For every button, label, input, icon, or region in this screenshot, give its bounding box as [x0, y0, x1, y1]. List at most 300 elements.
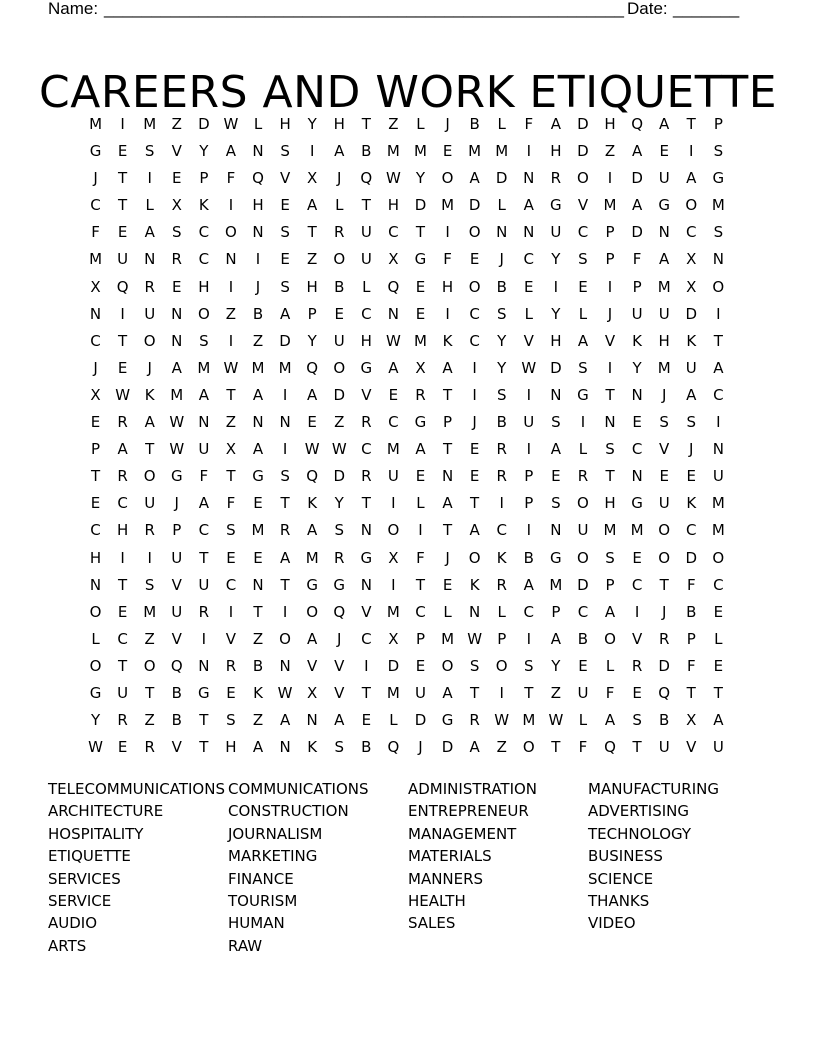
grid-letter[interactable]: F: [686, 656, 696, 675]
grid-letter[interactable]: A: [523, 196, 534, 215]
grid-letter[interactable]: R: [631, 656, 643, 675]
grid-letter[interactable]: M: [197, 358, 211, 377]
grid-letter[interactable]: G: [360, 548, 373, 567]
grid-letter[interactable]: E: [442, 575, 453, 594]
grid-letter[interactable]: H: [279, 115, 291, 133]
grid-letter[interactable]: M: [414, 142, 427, 161]
grid-letter[interactable]: S: [469, 656, 480, 675]
grid-letter[interactable]: T: [470, 683, 480, 702]
grid-letter[interactable]: Y: [307, 115, 317, 133]
grid-letter[interactable]: S: [632, 711, 642, 730]
grid-letter[interactable]: D: [387, 656, 400, 675]
grid-letter[interactable]: F: [226, 494, 236, 513]
grid-letter[interactable]: Z: [225, 304, 237, 323]
grid-letter[interactable]: N: [144, 250, 156, 269]
grid-letter[interactable]: T: [280, 494, 290, 513]
grid-letter[interactable]: E: [280, 250, 290, 269]
grid-letter[interactable]: H: [658, 331, 670, 350]
grid-letter[interactable]: M: [657, 358, 671, 377]
grid-letter[interactable]: M: [170, 385, 184, 404]
grid-letter[interactable]: E: [686, 467, 696, 486]
grid-letter[interactable]: O: [279, 629, 291, 648]
grid-letter[interactable]: C: [388, 223, 399, 242]
grid-letter[interactable]: E: [90, 413, 101, 432]
grid-letter[interactable]: G: [577, 385, 589, 404]
grid-letter[interactable]: M: [143, 115, 157, 133]
grid-letter[interactable]: G: [712, 169, 725, 188]
grid-letter[interactable]: A: [279, 548, 291, 567]
grid-letter[interactable]: M: [603, 196, 617, 215]
grid-letter[interactable]: A: [307, 196, 318, 215]
grid-letter[interactable]: Q: [252, 169, 264, 188]
grid-letter[interactable]: R: [415, 385, 426, 404]
grid-letter[interactable]: N: [469, 602, 481, 621]
grid-letter[interactable]: Q: [170, 656, 183, 675]
date-field[interactable]: _______: [673, 0, 740, 18]
grid-letter[interactable]: B: [496, 277, 507, 296]
grid-letter[interactable]: G: [89, 683, 102, 702]
grid-letter[interactable]: E: [117, 142, 128, 161]
grid-letter[interactable]: A: [388, 358, 399, 377]
grid-letter[interactable]: W: [385, 169, 401, 188]
grid-letter[interactable]: N: [198, 413, 210, 432]
grid-letter[interactable]: O: [604, 629, 616, 648]
grid-letter[interactable]: T: [713, 331, 723, 350]
grid-letter[interactable]: Z: [388, 115, 399, 133]
grid-letter[interactable]: O: [658, 521, 671, 540]
grid-letter[interactable]: J: [337, 169, 342, 188]
grid-letter[interactable]: R: [469, 711, 480, 730]
grid-letter[interactable]: I: [282, 385, 288, 404]
grid-letter[interactable]: W: [331, 440, 347, 459]
grid-letter[interactable]: D: [333, 467, 346, 486]
grid-letter[interactable]: J: [472, 413, 477, 432]
grid-letter[interactable]: C: [198, 521, 210, 540]
grid-letter[interactable]: I: [418, 521, 423, 540]
grid-letter[interactable]: K: [253, 683, 263, 702]
grid-letter[interactable]: A: [307, 521, 318, 540]
grid-letter[interactable]: W: [88, 738, 103, 757]
grid-letter[interactable]: I: [689, 142, 694, 161]
grid-letter[interactable]: H: [333, 115, 345, 133]
grid-letter[interactable]: V: [334, 656, 345, 675]
grid-letter[interactable]: A: [198, 494, 209, 513]
grid-letter[interactable]: I: [607, 169, 613, 188]
grid-letter[interactable]: J: [661, 385, 667, 404]
grid-letter[interactable]: U: [685, 358, 697, 377]
grid-letter[interactable]: S: [578, 358, 588, 377]
grid-letter[interactable]: S: [226, 521, 236, 540]
grid-letter[interactable]: L: [416, 494, 425, 513]
grid-letter[interactable]: C: [523, 250, 535, 269]
grid-letter[interactable]: Q: [387, 738, 400, 757]
grid-letter[interactable]: F: [605, 683, 615, 702]
grid-letter[interactable]: K: [307, 738, 318, 757]
grid-letter[interactable]: V: [361, 602, 372, 621]
grid-letter[interactable]: S: [172, 223, 182, 242]
grid-letter[interactable]: D: [279, 331, 291, 350]
grid-letter[interactable]: C: [496, 521, 507, 540]
grid-letter[interactable]: I: [228, 331, 234, 350]
grid-letter[interactable]: M: [522, 711, 536, 730]
grid-letter[interactable]: R: [117, 413, 128, 432]
grid-letter[interactable]: B: [171, 711, 182, 730]
grid-letter[interactable]: Z: [496, 738, 507, 757]
grid-letter[interactable]: J: [147, 358, 152, 377]
grid-letter[interactable]: O: [468, 548, 481, 567]
grid-letter[interactable]: T: [226, 467, 236, 486]
grid-letter[interactable]: A: [469, 521, 480, 540]
grid-letter[interactable]: E: [632, 683, 642, 702]
grid-letter[interactable]: I: [445, 304, 450, 323]
grid-letter[interactable]: A: [334, 711, 345, 730]
grid-letter[interactable]: H: [550, 331, 562, 350]
grid-letter[interactable]: S: [280, 142, 290, 161]
grid-letter[interactable]: J: [174, 494, 179, 513]
grid-letter[interactable]: C: [713, 385, 724, 404]
grid-letter[interactable]: M: [603, 521, 617, 540]
grid-letter[interactable]: A: [604, 711, 616, 730]
grid-letter[interactable]: N: [550, 521, 562, 540]
grid-letter[interactable]: E: [117, 602, 128, 621]
grid-letter[interactable]: V: [334, 683, 345, 702]
grid-letter[interactable]: C: [225, 575, 237, 594]
grid-letter[interactable]: Y: [334, 494, 344, 513]
grid-letter[interactable]: F: [443, 250, 452, 269]
grid-letter[interactable]: R: [496, 440, 507, 459]
grid-letter[interactable]: U: [333, 331, 345, 350]
grid-letter[interactable]: U: [658, 738, 670, 757]
grid-letter[interactable]: M: [711, 196, 725, 215]
grid-letter[interactable]: N: [279, 656, 291, 675]
grid-letter[interactable]: Q: [604, 738, 616, 757]
grid-letter[interactable]: U: [577, 521, 589, 540]
grid-letter[interactable]: N: [89, 575, 102, 594]
grid-letter[interactable]: H: [306, 277, 318, 296]
grid-letter[interactable]: L: [91, 629, 100, 648]
grid-letter[interactable]: B: [361, 738, 372, 757]
grid-letter[interactable]: E: [172, 169, 182, 188]
grid-letter[interactable]: C: [198, 223, 210, 242]
grid-letter[interactable]: M: [711, 521, 725, 540]
grid-letter[interactable]: X: [686, 250, 697, 269]
grid-letter[interactable]: Y: [632, 358, 642, 377]
grid-letter[interactable]: N: [89, 304, 102, 323]
grid-letter[interactable]: Y: [497, 331, 507, 350]
grid-letter[interactable]: H: [387, 196, 400, 215]
grid-letter[interactable]: I: [716, 413, 721, 432]
grid-letter[interactable]: Z: [252, 629, 264, 648]
grid-letter[interactable]: X: [307, 169, 318, 188]
grid-letter[interactable]: U: [360, 250, 372, 269]
grid-letter[interactable]: R: [577, 467, 589, 486]
grid-letter[interactable]: R: [334, 548, 345, 567]
grid-letter[interactable]: A: [631, 142, 643, 161]
grid-letter[interactable]: V: [361, 385, 372, 404]
grid-letter[interactable]: L: [443, 602, 452, 621]
grid-letter[interactable]: F: [524, 115, 534, 133]
grid-letter[interactable]: K: [307, 494, 318, 513]
grid-letter[interactable]: S: [280, 223, 290, 242]
grid-letter[interactable]: P: [551, 602, 561, 621]
grid-letter[interactable]: M: [630, 521, 644, 540]
grid-letter[interactable]: O: [143, 656, 156, 675]
grid-letter[interactable]: V: [225, 629, 237, 648]
grid-letter[interactable]: N: [306, 711, 318, 730]
grid-letter[interactable]: I: [201, 629, 207, 648]
grid-letter[interactable]: O: [712, 548, 725, 567]
grid-letter[interactable]: U: [631, 304, 643, 323]
grid-letter[interactable]: C: [631, 575, 643, 594]
grid-letter[interactable]: O: [143, 467, 156, 486]
grid-letter[interactable]: I: [607, 277, 613, 296]
grid-letter[interactable]: N: [360, 521, 372, 540]
grid-letter[interactable]: V: [523, 331, 534, 350]
grid-letter[interactable]: A: [631, 196, 643, 215]
grid-letter[interactable]: J: [255, 277, 261, 296]
grid-letter[interactable]: Q: [631, 115, 643, 133]
grid-letter[interactable]: E: [524, 277, 534, 296]
grid-letter[interactable]: O: [468, 223, 481, 242]
grid-letter[interactable]: B: [686, 602, 697, 621]
grid-letter[interactable]: N: [523, 223, 535, 242]
grid-letter[interactable]: A: [469, 169, 480, 188]
grid-letter[interactable]: N: [712, 440, 724, 459]
grid-letter[interactable]: I: [309, 142, 315, 161]
grid-letter[interactable]: A: [659, 250, 670, 269]
grid-letter[interactable]: I: [120, 548, 125, 567]
grid-letter[interactable]: R: [144, 277, 155, 296]
grid-letter[interactable]: Y: [497, 358, 507, 377]
grid-letter[interactable]: N: [387, 304, 400, 323]
grid-letter[interactable]: E: [659, 467, 669, 486]
grid-letter[interactable]: P: [307, 304, 317, 323]
grid-letter[interactable]: N: [252, 223, 264, 242]
grid-letter[interactable]: M: [251, 358, 265, 377]
grid-letter[interactable]: Q: [116, 277, 129, 296]
grid-letter[interactable]: N: [279, 413, 291, 432]
grid-letter[interactable]: Z: [171, 115, 182, 133]
grid-letter[interactable]: K: [198, 196, 209, 215]
grid-letter[interactable]: M: [549, 575, 563, 594]
grid-letter[interactable]: A: [279, 711, 291, 730]
grid-letter[interactable]: I: [228, 277, 234, 296]
grid-letter[interactable]: P: [686, 629, 696, 648]
grid-letter[interactable]: W: [169, 440, 185, 459]
grid-letter[interactable]: V: [577, 196, 589, 215]
grid-letter[interactable]: R: [117, 711, 128, 730]
grid-letter[interactable]: P: [713, 115, 723, 133]
grid-letter[interactable]: G: [198, 683, 210, 702]
grid-letter[interactable]: D: [577, 142, 589, 161]
grid-letter[interactable]: I: [607, 358, 613, 377]
grid-letter[interactable]: M: [495, 142, 509, 161]
grid-letter[interactable]: S: [280, 467, 290, 486]
grid-letter[interactable]: G: [170, 467, 183, 486]
grid-letter[interactable]: L: [714, 629, 723, 648]
grid-letter[interactable]: U: [712, 467, 724, 486]
grid-letter[interactable]: O: [685, 196, 698, 215]
grid-letter[interactable]: E: [172, 277, 182, 296]
grid-letter[interactable]: U: [387, 467, 399, 486]
grid-letter[interactable]: O: [441, 169, 454, 188]
grid-letter[interactable]: I: [526, 142, 531, 161]
grid-letter[interactable]: A: [307, 629, 318, 648]
grid-letter[interactable]: M: [386, 602, 400, 621]
grid-letter[interactable]: S: [280, 277, 290, 296]
grid-letter[interactable]: R: [361, 413, 372, 432]
grid-letter[interactable]: Q: [360, 169, 373, 188]
grid-letter[interactable]: T: [199, 548, 209, 567]
grid-letter[interactable]: Y: [90, 711, 101, 730]
grid-letter[interactable]: A: [415, 440, 426, 459]
grid-letter[interactable]: E: [469, 250, 480, 269]
grid-letter[interactable]: X: [415, 358, 426, 377]
grid-letter[interactable]: G: [631, 494, 643, 513]
grid-letter[interactable]: Z: [550, 683, 561, 702]
grid-letter[interactable]: I: [445, 223, 450, 242]
grid-letter[interactable]: G: [550, 548, 562, 567]
grid-letter[interactable]: A: [577, 331, 589, 350]
grid-letter[interactable]: I: [472, 358, 477, 377]
grid-letter[interactable]: K: [686, 331, 697, 350]
grid-letter[interactable]: U: [171, 602, 183, 621]
grid-letter[interactable]: G: [89, 142, 102, 161]
grid-letter[interactable]: I: [391, 575, 396, 594]
grid-letter[interactable]: D: [495, 169, 508, 188]
grid-letter[interactable]: Z: [225, 413, 237, 432]
grid-letter[interactable]: I: [472, 385, 477, 404]
grid-letter[interactable]: E: [90, 494, 101, 513]
grid-letter[interactable]: C: [90, 196, 101, 215]
grid-letter[interactable]: M: [441, 629, 455, 648]
grid-letter[interactable]: Z: [307, 250, 318, 269]
grid-letter[interactable]: E: [415, 467, 426, 486]
grid-letter[interactable]: D: [333, 385, 346, 404]
grid-letter[interactable]: S: [199, 331, 209, 350]
grid-letter[interactable]: X: [388, 250, 399, 269]
grid-letter[interactable]: O: [468, 277, 481, 296]
grid-letter[interactable]: T: [442, 521, 453, 540]
grid-letter[interactable]: J: [445, 548, 450, 567]
grid-letter[interactable]: F: [416, 548, 425, 567]
grid-letter[interactable]: R: [550, 169, 562, 188]
grid-letter[interactable]: C: [361, 629, 372, 648]
grid-letter[interactable]: E: [117, 358, 128, 377]
grid-letter[interactable]: C: [577, 602, 589, 621]
grid-letter[interactable]: G: [252, 467, 264, 486]
grid-letter[interactable]: N: [171, 331, 183, 350]
grid-letter[interactable]: A: [523, 575, 534, 594]
grid-letter[interactable]: L: [578, 304, 588, 323]
grid-letter[interactable]: P: [199, 169, 209, 188]
grid-letter[interactable]: C: [713, 575, 724, 594]
grid-letter[interactable]: A: [686, 169, 697, 188]
grid-letter[interactable]: B: [361, 142, 372, 161]
grid-letter[interactable]: E: [334, 304, 344, 323]
grid-letter[interactable]: U: [117, 250, 129, 269]
grid-letter[interactable]: A: [686, 385, 697, 404]
grid-letter[interactable]: S: [496, 304, 507, 323]
grid-letter[interactable]: A: [171, 358, 182, 377]
grid-letter[interactable]: W: [223, 358, 239, 377]
grid-letter[interactable]: U: [414, 683, 426, 702]
grid-letter[interactable]: M: [657, 277, 671, 296]
grid-letter[interactable]: R: [198, 602, 210, 621]
grid-letter[interactable]: I: [716, 304, 721, 323]
grid-letter[interactable]: U: [712, 738, 724, 757]
grid-letter[interactable]: A: [713, 358, 724, 377]
grid-letter[interactable]: B: [577, 629, 589, 648]
grid-letter[interactable]: S: [659, 413, 669, 432]
grid-letter[interactable]: W: [169, 413, 185, 432]
grid-letter[interactable]: T: [118, 196, 128, 215]
grid-letter[interactable]: H: [116, 521, 129, 540]
grid-letter[interactable]: P: [524, 494, 534, 513]
grid-letter[interactable]: M: [89, 250, 103, 269]
grid-letter[interactable]: O: [89, 656, 102, 675]
grid-letter[interactable]: P: [605, 223, 615, 242]
grid-letter[interactable]: U: [198, 440, 210, 459]
grid-letter[interactable]: S: [334, 738, 344, 757]
grid-letter[interactable]: U: [144, 494, 156, 513]
grid-letter[interactable]: Q: [658, 683, 671, 702]
grid-letter[interactable]: M: [143, 602, 157, 621]
grid-letter[interactable]: N: [658, 223, 670, 242]
grid-letter[interactable]: I: [364, 656, 369, 675]
grid-letter[interactable]: R: [144, 521, 155, 540]
grid-letter[interactable]: N: [604, 413, 616, 432]
grid-letter[interactable]: X: [225, 440, 237, 459]
grid-letter[interactable]: H: [550, 142, 562, 161]
name-field[interactable]: _______________________________________________________: [104, 0, 625, 18]
grid-letter[interactable]: C: [361, 304, 372, 323]
grid-letter[interactable]: A: [442, 494, 453, 513]
grid-letter[interactable]: N: [441, 467, 454, 486]
grid-letter[interactable]: L: [605, 656, 615, 675]
grid-letter[interactable]: N: [225, 250, 237, 269]
grid-letter[interactable]: C: [90, 331, 101, 350]
grid-letter[interactable]: I: [526, 629, 531, 648]
grid-letter[interactable]: M: [386, 683, 400, 702]
grid-letter[interactable]: A: [252, 440, 264, 459]
grid-letter[interactable]: N: [252, 142, 264, 161]
grid-letter[interactable]: M: [89, 115, 103, 133]
grid-letter[interactable]: E: [253, 548, 263, 567]
grid-letter[interactable]: Z: [604, 142, 616, 161]
grid-letter[interactable]: S: [605, 548, 615, 567]
grid-letter[interactable]: V: [171, 142, 182, 161]
grid-letter[interactable]: F: [632, 250, 642, 269]
grid-letter[interactable]: D: [631, 169, 643, 188]
grid-letter[interactable]: I: [526, 385, 531, 404]
grid-letter[interactable]: A: [550, 440, 561, 459]
grid-letter[interactable]: E: [632, 413, 642, 432]
grid-letter[interactable]: P: [91, 440, 101, 459]
grid-letter[interactable]: J: [661, 602, 667, 621]
grid-letter[interactable]: R: [361, 467, 372, 486]
grid-letter[interactable]: T: [361, 494, 371, 513]
grid-letter[interactable]: I: [120, 304, 125, 323]
grid-letter[interactable]: S: [144, 142, 155, 161]
grid-letter[interactable]: S: [334, 521, 344, 540]
grid-letter[interactable]: J: [689, 440, 694, 459]
grid-letter[interactable]: C: [686, 521, 697, 540]
grid-letter[interactable]: M: [386, 440, 400, 459]
grid-letter[interactable]: T: [605, 385, 615, 404]
grid-letter[interactable]: Z: [252, 711, 264, 730]
grid-letter[interactable]: D: [577, 115, 589, 133]
